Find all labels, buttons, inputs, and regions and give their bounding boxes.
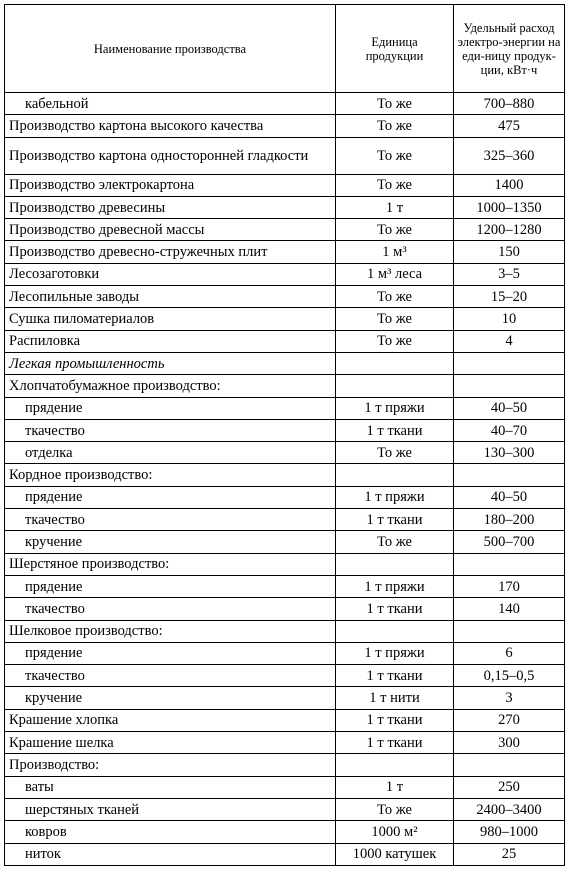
row-name: прядение [5, 397, 336, 419]
table-header-row [5, 5, 565, 93]
row-value: 4 [454, 330, 565, 352]
table-row [5, 553, 565, 575]
row-value: 10 [454, 308, 565, 330]
row-unit [336, 352, 454, 374]
row-name: Производство электрокартона [5, 174, 336, 196]
row-value: 0,15–0,5 [454, 665, 565, 687]
consumption-table [4, 4, 565, 866]
row-value: 1200–1280 [454, 219, 565, 241]
row-value: 1400 [454, 174, 565, 196]
row-value: 170 [454, 575, 565, 597]
table-row [5, 776, 565, 798]
table-row [5, 196, 565, 218]
row-value: 40–50 [454, 486, 565, 508]
row-unit: То же [336, 531, 454, 553]
row-unit: 1000 катушек [336, 843, 454, 865]
row-value: 150 [454, 241, 565, 263]
table-row [5, 442, 565, 464]
header-value-text: Удельный расход электро-энергии на еди-ницу продук-ции, кВт·ч [457, 20, 561, 77]
row-value [454, 620, 565, 642]
table-row [5, 375, 565, 397]
row-unit: 1 т пряжи [336, 486, 454, 508]
row-unit: 1 т [336, 196, 454, 218]
row-value [454, 553, 565, 575]
row-name: Лесозаготовки [5, 263, 336, 285]
table-row [5, 575, 565, 597]
row-value: 300 [454, 732, 565, 754]
row-unit: То же [336, 137, 454, 174]
row-name: ниток [5, 843, 336, 865]
row-name: Хлопчатобумажное производство: [5, 375, 336, 397]
table-row [5, 352, 565, 374]
table-row [5, 137, 565, 174]
row-name: Производство древесины [5, 196, 336, 218]
header-unit-text: Единица продукции [365, 34, 424, 63]
header-name: Наименование производства [5, 5, 336, 93]
table-row [5, 174, 565, 196]
row-value [454, 375, 565, 397]
table-row [5, 732, 565, 754]
table-row [5, 754, 565, 776]
table-row [5, 709, 565, 731]
table-row [5, 620, 565, 642]
row-value: 180–200 [454, 509, 565, 531]
row-value: 475 [454, 115, 565, 137]
row-name: шерстяных тканей [5, 798, 336, 820]
row-value [454, 754, 565, 776]
row-name: Лесопильные заводы [5, 286, 336, 308]
row-unit: То же [336, 115, 454, 137]
row-value: 325–360 [454, 137, 565, 174]
row-unit: 1 м³ леса [336, 263, 454, 285]
table-row [5, 419, 565, 441]
table-row [5, 330, 565, 352]
row-unit: 1 т ткани [336, 419, 454, 441]
row-unit: То же [336, 442, 454, 464]
row-name: Крашение хлопка [5, 709, 336, 731]
row-name: прядение [5, 642, 336, 664]
row-unit: 1 т пряжи [336, 397, 454, 419]
table-body [5, 93, 565, 866]
row-unit [336, 620, 454, 642]
row-unit: 1 т ткани [336, 709, 454, 731]
row-name: Сушка пиломатериалов [5, 308, 336, 330]
table-row [5, 665, 565, 687]
row-name: Легкая промышленность [5, 352, 336, 374]
row-name: Производство древесно-стружечных плит [5, 241, 336, 263]
table-row [5, 115, 565, 137]
table-row [5, 531, 565, 553]
table-row [5, 219, 565, 241]
row-value: 6 [454, 642, 565, 664]
row-name: Кордное производство: [5, 464, 336, 486]
row-value: 270 [454, 709, 565, 731]
row-value: 15–20 [454, 286, 565, 308]
table-row [5, 598, 565, 620]
row-unit: То же [336, 174, 454, 196]
row-value: 500–700 [454, 531, 565, 553]
row-name: Шелковое производство: [5, 620, 336, 642]
table-row [5, 241, 565, 263]
row-unit [336, 375, 454, 397]
row-unit: 1 т [336, 776, 454, 798]
row-name: ваты [5, 776, 336, 798]
row-value: 130–300 [454, 442, 565, 464]
row-value: 700–880 [454, 93, 565, 115]
table-row [5, 642, 565, 664]
table-row [5, 843, 565, 865]
row-value: 3–5 [454, 263, 565, 285]
row-name: кручение [5, 531, 336, 553]
table-row [5, 263, 565, 285]
row-unit: То же [336, 798, 454, 820]
row-unit: 1 т нити [336, 687, 454, 709]
row-unit: 1 т ткани [336, 732, 454, 754]
row-name: отделка [5, 442, 336, 464]
row-unit [336, 464, 454, 486]
header-unit [336, 5, 454, 93]
row-name: Производство картона односторонней гладкости [5, 137, 336, 174]
row-name: кручение [5, 687, 336, 709]
row-value: 2400–3400 [454, 798, 565, 820]
row-value: 25 [454, 843, 565, 865]
row-name: прядение [5, 486, 336, 508]
row-value: 3 [454, 687, 565, 709]
row-name: ткачество [5, 598, 336, 620]
row-name: ткачество [5, 419, 336, 441]
table-row [5, 308, 565, 330]
row-unit: 1 т пряжи [336, 642, 454, 664]
row-name: Производство: [5, 754, 336, 776]
table-row [5, 286, 565, 308]
row-value: 40–50 [454, 397, 565, 419]
row-value: 1000–1350 [454, 196, 565, 218]
row-name: Распиловка [5, 330, 336, 352]
header-value [454, 5, 565, 93]
row-name: Шерстяное производство: [5, 553, 336, 575]
row-value [454, 464, 565, 486]
row-name: ткачество [5, 509, 336, 531]
table-row [5, 798, 565, 820]
row-name: кабельной [5, 93, 336, 115]
row-name: Производство древесной массы [5, 219, 336, 241]
row-value: 980–1000 [454, 821, 565, 843]
row-value: 40–70 [454, 419, 565, 441]
row-unit: 1 т ткани [336, 509, 454, 531]
table-row [5, 486, 565, 508]
table-row [5, 687, 565, 709]
table-row [5, 464, 565, 486]
row-unit: То же [336, 330, 454, 352]
row-value: 140 [454, 598, 565, 620]
row-name: Крашение шелка [5, 732, 336, 754]
row-unit [336, 754, 454, 776]
row-name: ткачество [5, 665, 336, 687]
row-unit: 1 т пряжи [336, 575, 454, 597]
row-name: прядение [5, 575, 336, 597]
row-unit: То же [336, 219, 454, 241]
table-row [5, 509, 565, 531]
row-name: Производство картона высокого качества [5, 115, 336, 137]
row-name: ковров [5, 821, 336, 843]
row-value [454, 352, 565, 374]
row-unit [336, 553, 454, 575]
row-unit: То же [336, 93, 454, 115]
row-unit: То же [336, 308, 454, 330]
row-value: 250 [454, 776, 565, 798]
table-row [5, 821, 565, 843]
row-unit: 1 т ткани [336, 665, 454, 687]
table-row [5, 93, 565, 115]
row-unit: 1000 м² [336, 821, 454, 843]
row-unit: 1 т ткани [336, 598, 454, 620]
row-unit: То же [336, 286, 454, 308]
table-row [5, 397, 565, 419]
row-unit: 1 м³ [336, 241, 454, 263]
